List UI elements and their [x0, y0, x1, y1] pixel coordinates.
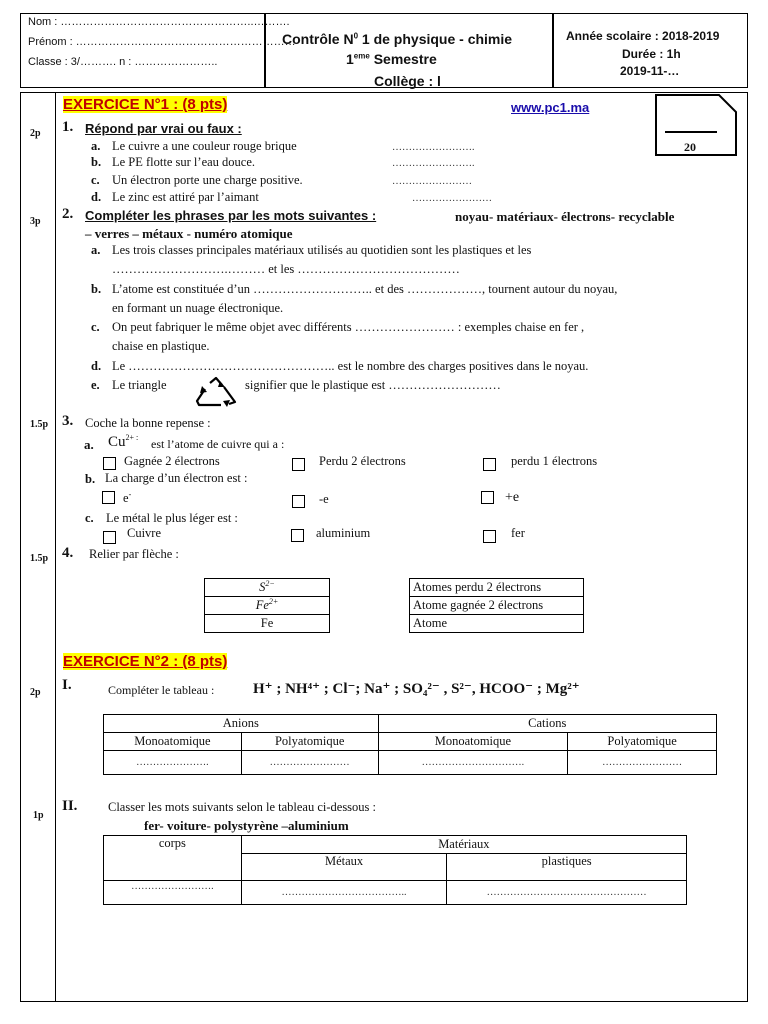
ex2-I-ions: H⁺ ; NH⁴⁺ ; Cl⁻; Na⁺ ; SO₄²⁻ , S²⁻, HCOO⁻ ; Mg²⁺ [253, 681, 580, 697]
q1-b-label: b. [91, 155, 102, 169]
materiaux-header: Matériaux [241, 836, 686, 854]
q4-left-table [204, 578, 330, 633]
ex2-II-number: II. [62, 798, 78, 814]
q4-left-1[interactable]: $S^{2-}$ [205, 579, 330, 597]
q3-b-option-2-checkbox[interactable] [292, 495, 305, 508]
q2-b-label: b. [91, 282, 102, 296]
plastiques-answer[interactable]: ………………………………………… [447, 881, 687, 905]
q2-d-line1[interactable]: Le ………………………………………….. est le nombre des charges positives dans le noyau. [112, 359, 589, 373]
q1-d-text: Le zinc est attiré par l’aimant [112, 190, 259, 204]
q3-points: 1.5p [30, 419, 49, 430]
ex2-I-table [103, 714, 717, 775]
anions-mono-header: Monoatomique [104, 733, 242, 751]
ex2-II-table [103, 835, 687, 905]
q1-c-label: c. [91, 173, 100, 187]
cations-header: Cations [378, 715, 716, 733]
corps-header: corps [104, 836, 242, 881]
ex2-II-instruction: Classer les mots suivants selon le tableau ci-dessous : [108, 800, 377, 814]
exam-date: 2019-11-… [620, 64, 680, 78]
q3-b-option-3: +e [505, 490, 520, 505]
student-name-field[interactable]: Nom : ……………………………………………..………. [28, 16, 290, 28]
ex2-II-words: fer- voiture- polystyrène –aluminium [144, 818, 349, 833]
q1-number: 1. [62, 119, 74, 135]
q2-e-label: e. [91, 378, 100, 392]
q3-a-option-2-checkbox[interactable] [292, 458, 305, 471]
exam-duration: Durée : 1h [622, 47, 681, 61]
cations-mono-answer[interactable]: …………………………. [378, 751, 568, 775]
q3-c-label: c. [85, 511, 94, 525]
q4-right-3[interactable]: Atome [410, 615, 584, 633]
q3-c-option-3-checkbox[interactable] [483, 530, 496, 543]
q3-a-option-3: perdu 1 électrons [511, 454, 598, 468]
q2-a-line2[interactable]: ……………………….……… et les ………………………………… [112, 262, 460, 276]
q4-instruction: Relier par flèche : [89, 547, 179, 561]
exam-college: Collège : l [374, 73, 441, 89]
q3-b-option-2: -e [319, 492, 329, 506]
q2-c-line1[interactable]: On peut fabriquer le même objet avec différents …………………… : exemples chaise en fer , [112, 320, 585, 334]
cations-poly-header: Polyatomique [568, 733, 717, 751]
cations-poly-answer[interactable]: …………………… [568, 751, 717, 775]
student-firstname-field[interactable]: Prénom : …………………………………………………… [28, 36, 296, 48]
q1-instruction: Répond par vrai ou faux : [85, 121, 242, 136]
q1-b-text: Le PE flotte sur l’eau douce. [112, 155, 256, 169]
q4-right-table [409, 578, 584, 633]
q3-b-text: La charge d’un électron est : [105, 471, 248, 485]
ex2-I-points: 2p [30, 687, 41, 698]
student-class-field[interactable]: Classe : 3/………. n : ………………….. [28, 56, 218, 68]
score-denominator: 20 [684, 140, 696, 154]
q3-b-option-1: e- [123, 490, 132, 506]
exam-title: Contrôle $N^0$ 1 de physique - chimie [282, 31, 513, 47]
q3-a-text: est l’atome de cuivre qui a : [151, 437, 285, 451]
q2-c-line2: chaise en plastique. [112, 339, 210, 353]
q3-a-option-1: Gagnée 2 électrons [124, 454, 220, 468]
q2-word-bank-1: noyau- matériaux- électrons- recyclable [455, 209, 675, 224]
metaux-header: Métaux [241, 854, 447, 881]
q3-a-option-1-checkbox[interactable] [103, 457, 116, 470]
q1-d-label: d. [91, 190, 102, 204]
q3-c-option-1: Cuivre [127, 526, 162, 540]
score-box [655, 94, 737, 156]
website-link[interactable]: www.pc1.ma [511, 100, 590, 115]
q3-c-option-2: aluminium [316, 526, 371, 540]
anions-poly-header: Polyatomique [241, 733, 378, 751]
q2-b-line1[interactable]: L’atome est constituée d’un ……………………….. et des ………………, tournent autour du noyau, [112, 282, 618, 296]
exam-semester: 1eme Semestre [346, 51, 437, 67]
q4-right-1[interactable]: Atomes perdu 2 électrons [410, 579, 584, 597]
margin-line [55, 92, 56, 1002]
anions-poly-answer[interactable]: …………………… [241, 751, 378, 775]
q3-b-option-1-checkbox[interactable] [102, 491, 115, 504]
q1-a-label: a. [91, 139, 101, 153]
recycle-triangle-icon [193, 376, 239, 408]
q1-points: 2p [30, 128, 41, 139]
exercise-1-title: EXERCICE N°1 : (8 pts) [63, 96, 228, 113]
q3-a-option-2: Perdu 2 électrons [319, 454, 406, 468]
q3-c-option-2-checkbox[interactable] [291, 529, 304, 542]
q3-c-text: Le métal le plus léger est : [106, 511, 238, 525]
q3-c-option-3: fer [511, 526, 525, 540]
q1-c-answer[interactable]: …………………… [392, 176, 472, 187]
q1-a-text: Le cuivre a une couleur rouge brique [112, 139, 297, 153]
school-year: Année scolaire : 2018-2019 [566, 29, 720, 43]
anions-header: Anions [104, 715, 379, 733]
q2-a-line1: Les trois classes principales matériaux utilisés au quotidien sont les plastiques et les [112, 243, 532, 257]
anions-mono-answer[interactable]: …………………. [104, 751, 242, 775]
q2-number: 2. [62, 206, 74, 222]
q2-a-label: a. [91, 243, 101, 257]
q2-points: 3p [30, 216, 41, 227]
q4-left-2[interactable]: $Fe^{2+}$ [205, 597, 330, 615]
q1-c-text: Un électron porte une charge positive. [112, 173, 303, 187]
cations-mono-header: Monoatomique [378, 733, 568, 751]
q2-e-suffix[interactable]: signifier que le plastique est ……………………… [245, 378, 501, 392]
ex2-II-points: 1p [33, 810, 44, 821]
q4-points: 1.5p [30, 553, 49, 564]
q3-a-option-3-checkbox[interactable] [483, 458, 496, 471]
q4-right-2[interactable]: Atome gagnée 2 électrons [410, 597, 584, 615]
q3-number: 3. [62, 413, 74, 429]
q2-d-label: d. [91, 359, 102, 373]
q2-word-bank-2: – verres – métaux - numéro atomique [85, 226, 293, 241]
q2-c-label: c. [91, 320, 100, 334]
exercise-2-title: EXERCICE N°2 : (8 pts) [63, 653, 228, 670]
q1-b-answer[interactable]: ……………………. [392, 158, 475, 169]
q3-a-ion: $Cu^{2+ :}$ [108, 433, 139, 450]
q1-d-answer[interactable]: …………………… [412, 193, 492, 204]
q3-b-option-3-checkbox[interactable] [481, 491, 494, 504]
q3-instruction: Coche la bonne repense : [85, 416, 211, 430]
metaux-answer[interactable]: ……………………………….. [241, 881, 447, 905]
q3-c-option-1-checkbox[interactable] [103, 531, 116, 544]
q4-number: 4. [62, 545, 74, 561]
q4-left-3[interactable]: Fe [205, 615, 330, 633]
q2-e-prefix: Le triangle [112, 378, 167, 392]
q3-a-label: a. [84, 437, 94, 452]
q3-b-label: b. [85, 472, 96, 486]
q2-b-line2: en formant un nuage électronique. [112, 301, 284, 315]
ex2-I-number: I. [62, 677, 72, 693]
q2-instruction: Compléter les phrases par les mots suivantes : [85, 208, 377, 223]
q1-a-answer[interactable]: ……………………. [392, 142, 475, 153]
plastiques-header: plastiques [447, 854, 687, 881]
ex2-I-instruction: Compléter le tableau : [108, 683, 215, 697]
corps-answer[interactable]: ……………………. [104, 881, 242, 905]
